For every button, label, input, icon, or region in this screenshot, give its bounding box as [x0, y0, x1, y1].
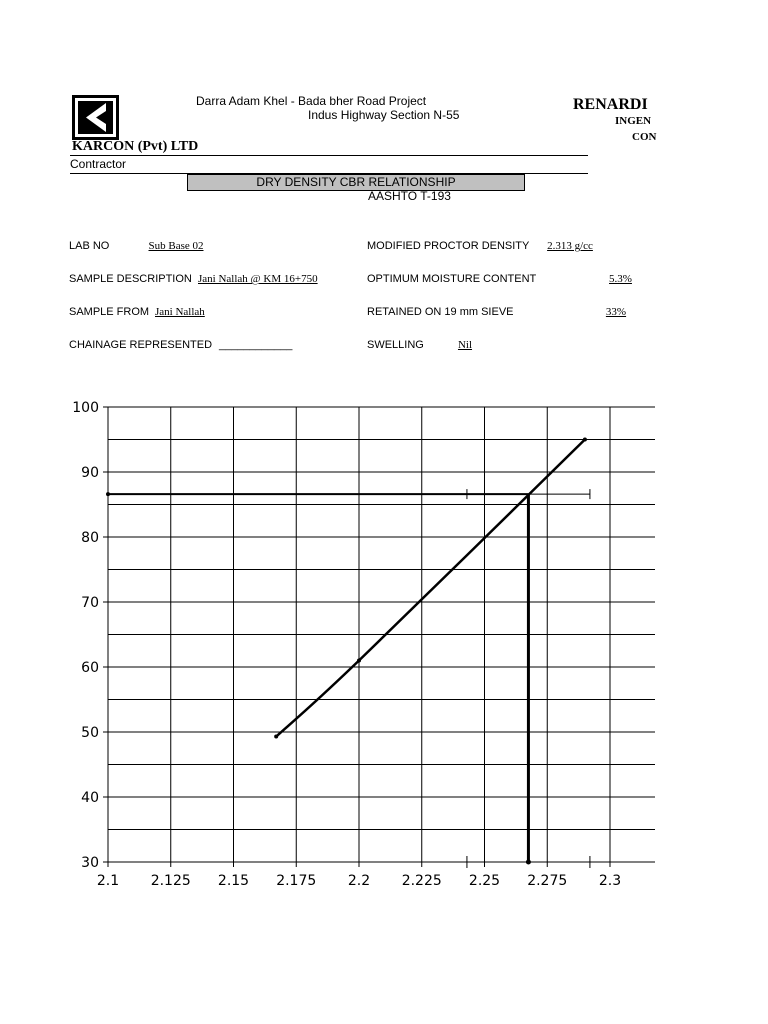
lab-no-label: LAB NO: [69, 240, 110, 252]
chainage-value: ____________: [219, 339, 293, 351]
report-title: DRY DENSITY CBR RELATIONSHIP: [187, 174, 525, 191]
report-standard: AASHTO T-193: [368, 189, 451, 203]
swelling-label: SWELLING: [367, 339, 424, 351]
y-tick-label: 80: [81, 530, 99, 546]
consultant-subtitle-2: CON: [632, 131, 657, 143]
data-point: [274, 735, 278, 739]
x-tick-label: 2.2: [347, 873, 371, 889]
y-tick-label: 90: [81, 465, 99, 481]
reference-line-end-dot: [526, 860, 531, 865]
project-title: Darra Adam Khel - Bada bher Road Project: [196, 94, 427, 108]
proctor-density-label: MODIFIED PROCTOR DENSITY: [367, 240, 530, 252]
y-tick-label: 100: [72, 400, 99, 416]
sample-description-label: SAMPLE DESCRIPTION: [69, 273, 192, 285]
consultant-subtitle: INGEN: [615, 115, 652, 127]
company-name: KARCON (Pvt) LTD: [72, 139, 199, 154]
y-tick-label: 70: [81, 595, 99, 611]
x-tick-label: 2.275: [527, 873, 568, 889]
x-tick-label: 2.15: [217, 873, 250, 889]
omc-label: OPTIMUM MOISTURE CONTENT: [367, 273, 537, 285]
x-tick-label: 2.1: [96, 873, 120, 889]
swelling-value: Nil: [457, 339, 473, 351]
omc-value: 5.3%: [609, 273, 632, 285]
sample-from-value: Jani Nallah: [155, 306, 205, 318]
y-tick-label: 40: [81, 790, 99, 806]
sample-description-value: Jani Nallah @ KM 16+750: [198, 273, 318, 285]
chainage-label: CHAINAGE REPRESENTED: [69, 339, 213, 351]
y-tick-label: 60: [81, 660, 99, 676]
project-section: Indus Highway Section N-55: [308, 108, 460, 122]
x-tick-label: 2.125: [150, 873, 191, 889]
x-tick-label: 2.225: [401, 873, 442, 889]
y-tick-label: 30: [81, 855, 99, 871]
data-point: [357, 659, 361, 663]
data-point: [583, 438, 587, 442]
company-role: Contractor: [70, 157, 127, 171]
x-tick-label: 2.3: [598, 873, 622, 889]
reference-line-end-dot: [106, 492, 110, 496]
consultant-name: RENARDI: [573, 96, 648, 113]
x-tick-label: 2.175: [276, 873, 317, 889]
retained-sieve-label: RETAINED ON 19 mm SIEVE: [367, 306, 514, 318]
x-tick-label: 2.25: [468, 873, 501, 889]
sample-from-label: SAMPLE FROM: [69, 306, 150, 318]
proctor-density-value: 2.313 g/cc: [547, 240, 593, 252]
y-tick-label: 50: [81, 725, 99, 741]
retained-sieve-value: 33%: [605, 306, 627, 318]
series-line: [276, 440, 585, 737]
lab-no-value: Sub Base 02: [148, 240, 204, 252]
